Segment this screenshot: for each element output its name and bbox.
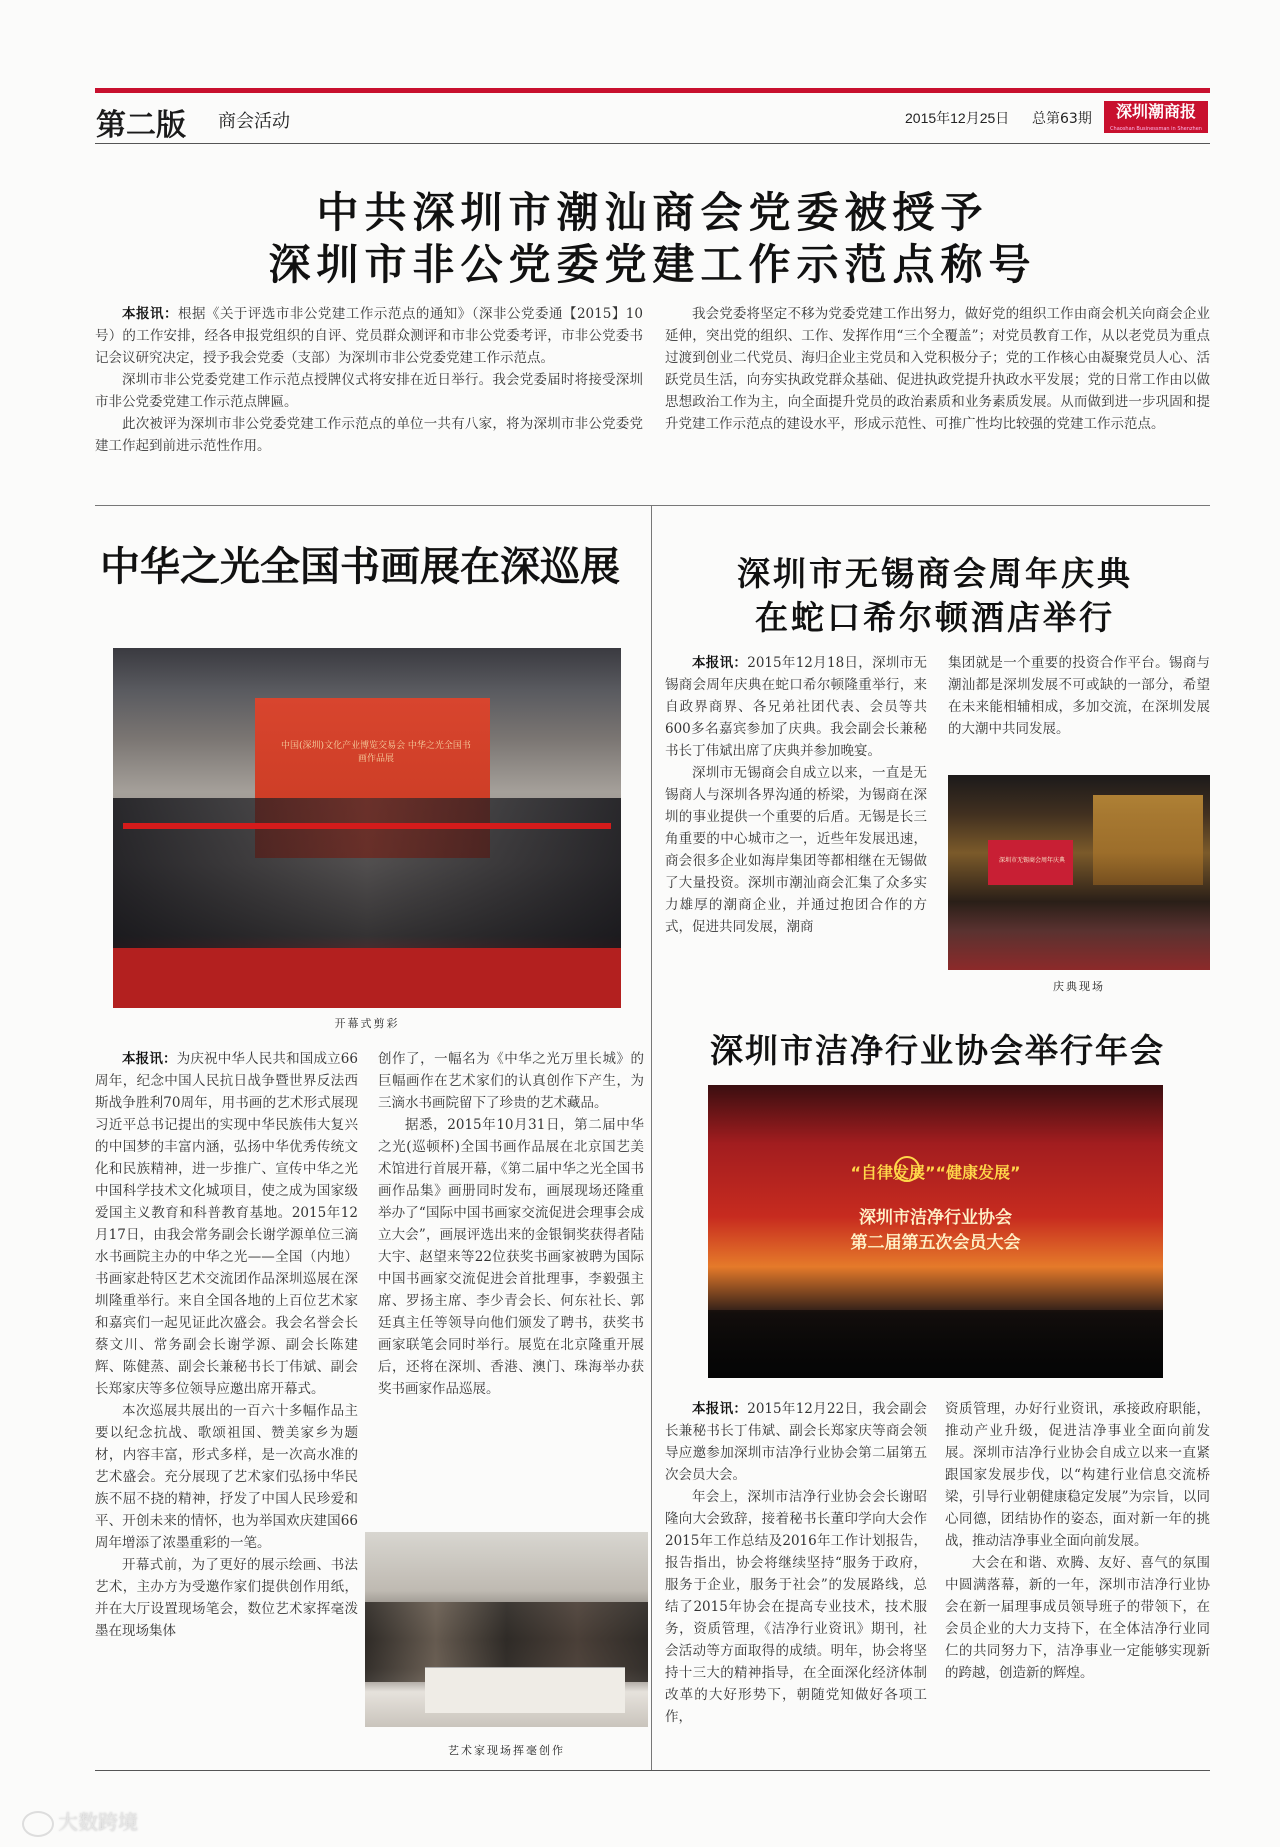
article4-lead: 本报讯：	[692, 1401, 748, 1417]
meeting-banner-line1: 深圳市洁净行业协会	[859, 1208, 1012, 1228]
article2-col2-p2: 据悉，2015年10月31日，第二届中华之光(巡顿杯)全国书画作品展在北京国艺美术馆进行首展开幕，《第二届中华之光全国书画作品集》画册同时发布，画展现场还隆重举办了“国际中国书画家交流促进会理事会成立大会”，画展评选出来的金银铜奖获得者陆大宇、赵望来等22位获奖书画家被聘为国际中国书画家交流促进会首批理事，李毅强主席、罗扬主席、李少青会长、何东社长、郭廷真主任等领导向他们颁发了聘书，获奖书画家联笔会同时举行。展览在北京隆重开展后，还将在深圳、香港、澳门、珠海举办获奖书画家作品巡展。	[378, 1117, 644, 1397]
column-divider	[651, 505, 652, 1770]
article2-lead: 本报讯：	[122, 1051, 177, 1067]
edition-label: 第二版	[96, 108, 186, 143]
red-ribbon	[123, 823, 611, 829]
article3-headline-line1: 深圳市无锡商会周年庆典	[737, 554, 1133, 593]
logo-subtitle: Chaoshan Businessman in Shenzhen	[1110, 126, 1202, 132]
header-red-line	[95, 88, 1210, 93]
article1-headline-line2: 深圳市非公党委党建工作示范点称号	[268, 240, 1037, 289]
stage-screen-text: 深圳市无锡商会周年庆典	[998, 857, 1065, 864]
issue-date: 2015年12月25日	[905, 110, 1010, 126]
guests-silhouettes	[113, 798, 621, 948]
painting-paper	[425, 1667, 625, 1713]
article3-lead: 本报讯：	[692, 655, 748, 671]
article2-column1	[95, 1048, 358, 1642]
watermark-icon	[22, 1811, 54, 1837]
article4-left-column	[665, 1398, 927, 1728]
article1-left-p1: 本报讯：根据《关于评选市非公党建工作示范点的通知》（深非公党委通【2015】10号）的工作安排，经各申报党组织的自评、党员群众测评和市非公党委考评，市非公党委书记会议研究决定，授予我会党委（支部）为深圳市非公党委党建工作示范点。	[95, 306, 643, 366]
artists-painting-photo	[365, 1532, 648, 1727]
article3-left-column	[665, 652, 927, 938]
anniversary-banquet-photo	[948, 775, 1210, 970]
article1-left-p3: 此次被评为深圳市非公党委党建工作示范点的单位一共有八家，将为深圳市非公党委党建工作起到前进示范性作用。	[95, 416, 643, 454]
article3-right-p1: 集团就是一个重要的投资合作平台。锡商与潮汕都是深圳发展不可或缺的一部分，希望在未来能相辅相成，多加交流，在深圳发展的大潮中共同发展。	[948, 655, 1210, 737]
photo1-caption: 开幕式剪彩	[334, 1017, 400, 1030]
article2-column2	[378, 1048, 644, 1400]
newspaper-logo	[1104, 101, 1208, 133]
article3-right-column	[948, 652, 1210, 740]
backdrop-text: 中国(深圳)文化产业博览交易会 中华之光全国书画作品展	[281, 741, 471, 764]
article3-left-p1: 本报讯：2015年12月18日，深圳市无锡商会周年庆典在蛇口希尔顿隆重举行，来自政界商界、各兄弟社团代表、会员等共600多名嘉宾参加了庆典。我会副会长兼秘书长丁伟斌出席了庆典并参加晚宴。	[665, 655, 928, 759]
annual-meeting-photo	[708, 1085, 1163, 1378]
article1-lead: 本报讯：	[122, 306, 178, 322]
watermark-text: 大数跨境	[58, 1810, 138, 1834]
article2-col1-p3: 开幕式前，为了更好的展示绘画、书法艺术，主办方为受邀作家们提供创作用纸，并在大厅设置现场笔会，数位艺术家挥毫泼墨在现场集体	[95, 1557, 358, 1639]
photo2-caption: 庆典现场	[1053, 980, 1105, 993]
footer-rule	[95, 1770, 1210, 1771]
article4-right-p1: 资质管理，办好行业资讯，承接政府职能，推动产业升级，促进洁净事业全面向前发展。深圳市洁净行业协会自成立以来一直紧跟国家发展步伐，以“构建行业信息交流桥梁，引导行业朝健康稳定发展”为宗旨，以同心同德，团结协作的姿态，面对新一年的挑战，推动洁净事业全面向前发展。	[945, 1401, 1210, 1549]
header-rule	[95, 143, 1210, 144]
article4-left-p2: 年会上，深圳市洁净行业协会会长谢昭隆向大会致辞，接着秘书长董印学向大会作2015年工作总结及2016年工作计划报告，报告指出，协会将继续坚持“服务于政府，服务于企业，服务于社会”的发展路线，总结了2015年协会在提高专业技术，技术服务，资质管理，《洁净行业资讯》期刊，社会活动等方面取得的成绩。明年，协会将坚持十三大的精神指导，在全面深化经济体制改革的大好形势下，朝随党知做好各项工作，	[665, 1489, 927, 1725]
red-carpet	[113, 948, 621, 1008]
article3-left-p2: 深圳市无锡商会自成立以来，一直是无锡商人与深圳各界沟通的桥梁，为锡商在深圳的事业提供一个重要的后盾。无锡是长三角重要的中心城市之一，近些年发展迅速，商会很多企业如海岸集团等都相继在无锡做了大量投资。深圳市潮汕商会汇集了众多实力雄厚的潮商企业，并通过抱团合作的方式，促进共同发展，潮商	[665, 765, 927, 935]
section-label: 商会活动	[218, 111, 290, 132]
meeting-banner-line2: 第二届第五次会员大会	[850, 1233, 1021, 1253]
article2-col1-p2: 本次巡展共展出的一百六十多幅作品主要以纪念抗战、歌颂祖国、赞美家乡为题材，内容丰富，形式多样，是一次高水准的艺术盛会。充分展现了艺术家们弘扬中华民族不屈不挠的精神，抒发了中国人民珍爱和平、开创未来的情怀，也为举国欢庆建国66周年增添了浓墨重彩的一笔。	[95, 1403, 358, 1551]
ribbon-cutting-photo	[113, 648, 621, 1008]
logo-text: 深圳潮商报	[1115, 102, 1196, 121]
article1-left-column	[95, 303, 643, 457]
issue-number: 总第63期	[1032, 111, 1092, 127]
meeting-slogan: “自律发展”“健康发展”	[850, 1163, 1021, 1182]
section-divider	[95, 505, 1210, 506]
article2-headline: 中华之光全国书画展在深巡展	[100, 544, 620, 590]
audience-silhouettes	[708, 1310, 1163, 1378]
photo4-caption: 艺术家现场挥毫创作	[448, 1744, 565, 1757]
article4-right-p2: 大会在和谐、欢腾、友好、喜气的氛围中圆满落幕，新的一年，深圳市洁净行业协会在新一届理事成员领导班子的带领下，在会员企业的大力支持下，在全体洁净行业同仁的共同努力下，洁净事业一定能够实现新的跨越，创造新的辉煌。	[945, 1555, 1210, 1681]
watermark	[22, 1806, 138, 1837]
article4-right-column	[945, 1398, 1210, 1684]
article2-col1-p1: 本报讯：为庆祝中华人民共和国成立66周年，纪念中国人民抗日战争暨世界反法西斯战争胜利70周年，用书画的艺术形式展现习近平总书记提出的实现中华民族伟大复兴的中国梦的丰富内涵，弘扬中华优秀传统文化和民族精神，进一步推广、宣传中华之光中国科学技术文化城项目，使之成为国家级爱国主义教育和科普教育基地。2015年12月17日，由我会常务副会长谢学源单位三滴水书画院主办的中华之光——全国（内地）书画家赴特区艺术交流团作品深圳巡展在深圳隆重举行。来自全国各地的上百位艺术家和嘉宾们一起见证此次盛会。我会名誉会长蔡文川、常务副会长谢学源、副会长陈建辉、陈健蒸、副会长兼秘书长丁伟斌、副会长郑家庆等多位领导应邀出席开幕式。	[95, 1051, 358, 1397]
article2-col2-p1: 创作了，一幅名为《中华之光万里长城》的巨幅画作在艺术家们的认真创作下产生，为三滴水书画院留下了珍贵的艺术藏品。	[378, 1051, 644, 1111]
article1-headline-line1: 中共深圳市潮汕商会党委被授予	[316, 188, 989, 237]
article4-headline: 深圳市洁净行业协会举行年会	[710, 1031, 1165, 1070]
article1-right-column	[665, 303, 1210, 435]
article1-right-p1: 我会党委将坚定不移为党委党建工作出努力，做好党的组织工作由商会机关向商会企业延伸，突出党的组织、工作、发挥作用“三个全覆盖”；对党员教育工作，从以老党员为重点过渡到创业二代党员、海归企业主党员和入党积极分子；党的工作核心由凝聚党员人心、活跃党员生活，向夯实执政党群众基础、促进执政党提升执政水平发展；党的日常工作由以做思想政治工作为主，向全面提升党员的政治素质和业务素质发展。从而做到进一步巩固和提升党建工作示范点的建设水平，形成示范性、可推广性均比较强的党建工作示范点。	[665, 306, 1210, 432]
article3-headline-line2: 在蛇口希尔顿酒店举行	[755, 598, 1115, 637]
stage-lights	[1093, 795, 1203, 885]
article1-left-p2: 深圳市非公党委党建工作示范点授牌仪式将安排在近日举行。我会党委届时将接受深圳市非公党委党建工作示范点牌匾。	[95, 372, 643, 410]
article4-left-p1: 本报讯：2015年12月22日，我会副会长兼秘书长丁伟斌、副会长郑家庆等商会领导应邀参加深圳市洁净行业协会第二届第五次会员大会。	[665, 1401, 928, 1483]
